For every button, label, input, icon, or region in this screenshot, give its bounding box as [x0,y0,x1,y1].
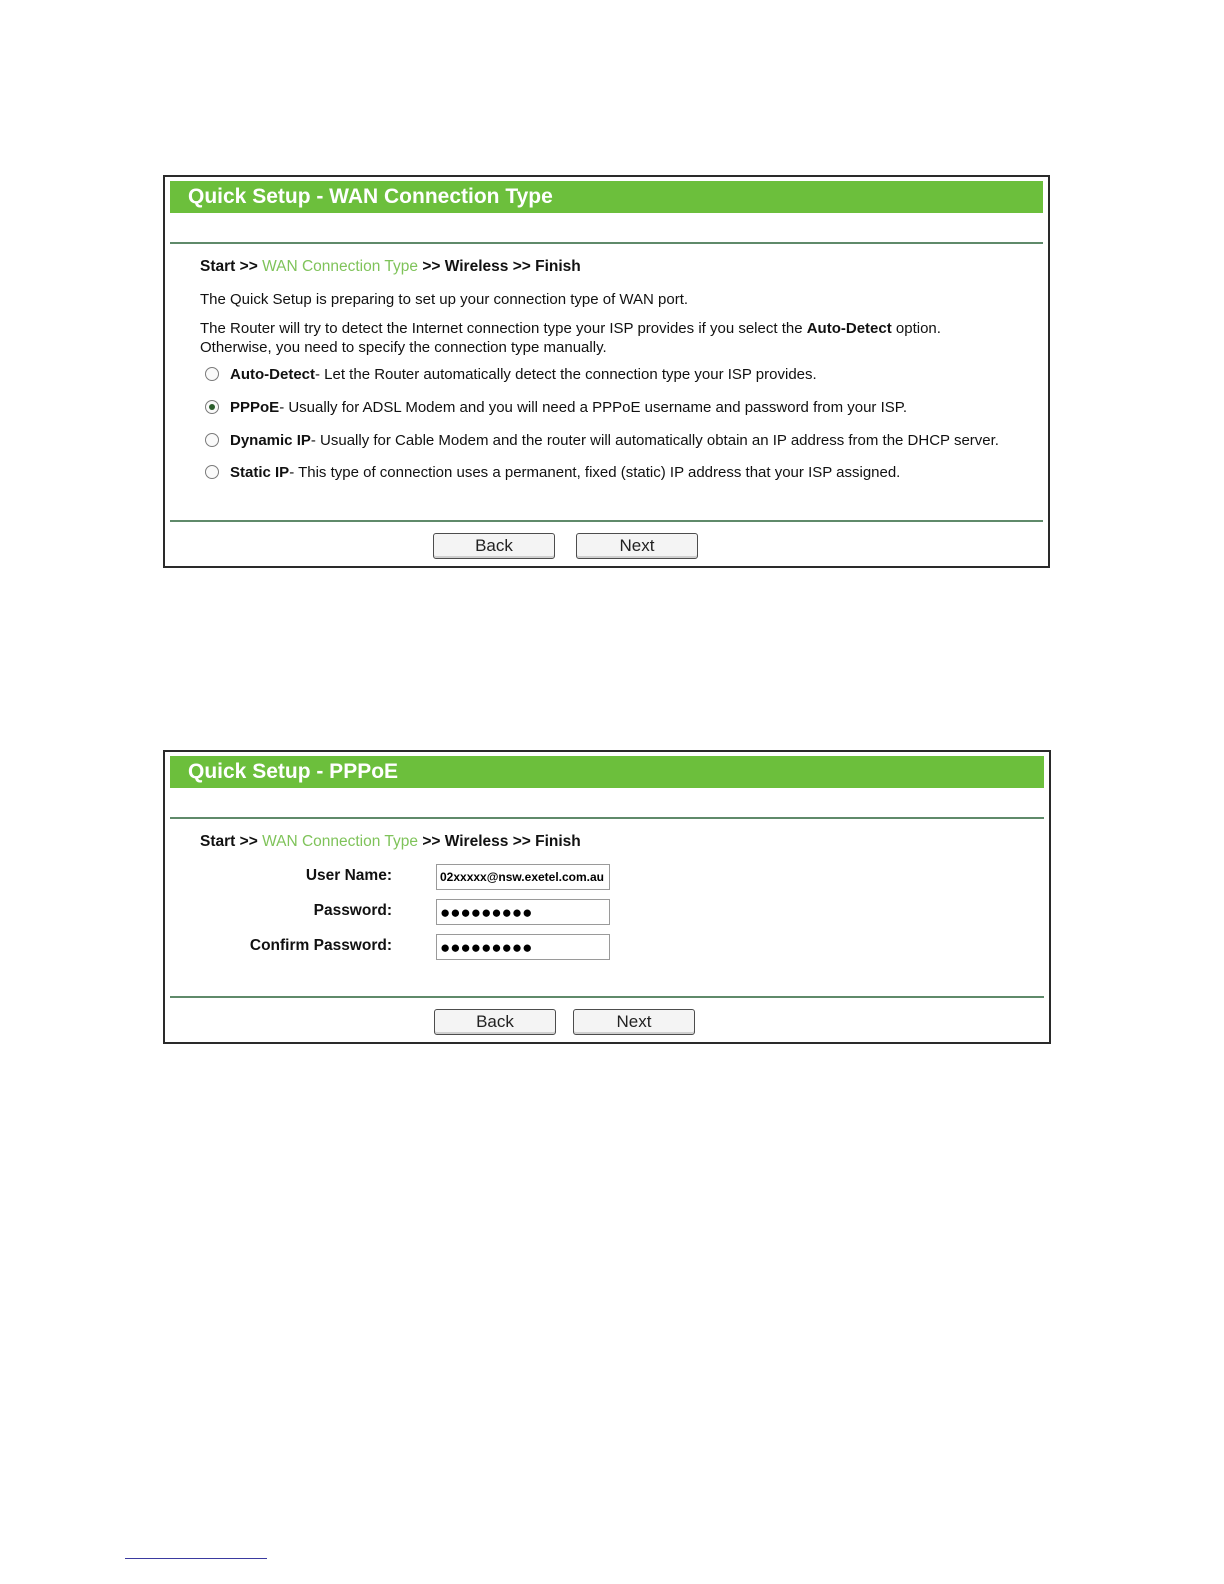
detect-text-line2: Otherwise, you need to specify the connection type manually. [200,339,607,356]
option-name: Static IP [230,463,290,481]
divider [170,817,1044,819]
option-description: - This type of connection uses a permanent, fixed (static) IP address that your ISP assigned. [289,463,901,481]
option-name: Dynamic IP [230,431,311,449]
option-description: - Usually for ADSL Modem and you will need a PPPoE username and password from your ISP. [279,398,907,416]
breadcrumb-finish: Finish [535,833,581,850]
option-description: - Let the Router automatically detect the connection type your ISP provides. [315,365,817,383]
next-button[interactable]: Next [573,1009,695,1035]
radio-button-selected[interactable] [205,400,219,414]
option-description: - Usually for Cable Modem and the router will automatically obtain an IP address from the DHCP server. [310,431,999,449]
breadcrumb-current: WAN Connection Type [262,258,419,275]
option-dynamic-ip[interactable] [205,429,999,451]
breadcrumb-separator: >> [422,833,441,850]
next-button[interactable]: Next [576,533,698,559]
detect-description [200,319,941,357]
option-pppoe[interactable] [205,396,907,418]
detect-text-pre: The Router will try to detect the Internet connection type your ISP provides if you select the [200,320,807,337]
detect-text-bold: Auto-Detect [806,320,892,337]
wan-connection-type-panel [163,175,1050,568]
radio-button[interactable] [205,465,219,479]
divider [170,242,1043,244]
breadcrumb-separator: >> [239,833,258,850]
divider [170,520,1043,522]
password-label: Password: [313,902,392,919]
username-field[interactable]: 02xxxxx@nsw.exetel.com.au [436,864,610,890]
option-static-ip[interactable] [205,461,900,483]
breadcrumb-finish: Finish [535,258,581,275]
intro-text: The Quick Setup is preparing to set up your connection type of WAN port. [200,291,689,308]
back-button[interactable]: Back [433,533,555,559]
back-button[interactable]: Back [434,1009,556,1035]
footnote-separator [125,1558,267,1559]
breadcrumb-wireless: Wireless [444,833,509,850]
breadcrumb-wireless: Wireless [444,258,509,275]
detect-text-post: option. [891,320,941,337]
panel-title: Quick Setup - PPPoE [170,756,1044,788]
option-name: PPPoE [230,398,280,416]
breadcrumb-current: WAN Connection Type [262,833,419,850]
breadcrumb [200,258,581,276]
radio-button[interactable] [205,367,219,381]
confirm-password-field[interactable]: ●●●●●●●●● [436,934,610,960]
panel-title: Quick Setup - WAN Connection Type [170,181,1043,213]
breadcrumb-start: Start [200,833,236,850]
confirm-password-label: Confirm Password: [249,937,392,954]
breadcrumb [200,833,581,851]
breadcrumb-start: Start [200,258,236,275]
option-auto-detect[interactable] [205,363,817,385]
breadcrumb-separator: >> [512,833,531,850]
username-label: User Name: [305,867,392,884]
breadcrumb-separator: >> [422,258,441,275]
divider [170,996,1044,998]
option-name: Auto-Detect [230,365,315,383]
password-field[interactable]: ●●●●●●●●● [436,899,610,925]
radio-button[interactable] [205,433,219,447]
breadcrumb-separator: >> [239,258,258,275]
breadcrumb-separator: >> [512,258,531,275]
pppoe-panel [163,750,1051,1044]
